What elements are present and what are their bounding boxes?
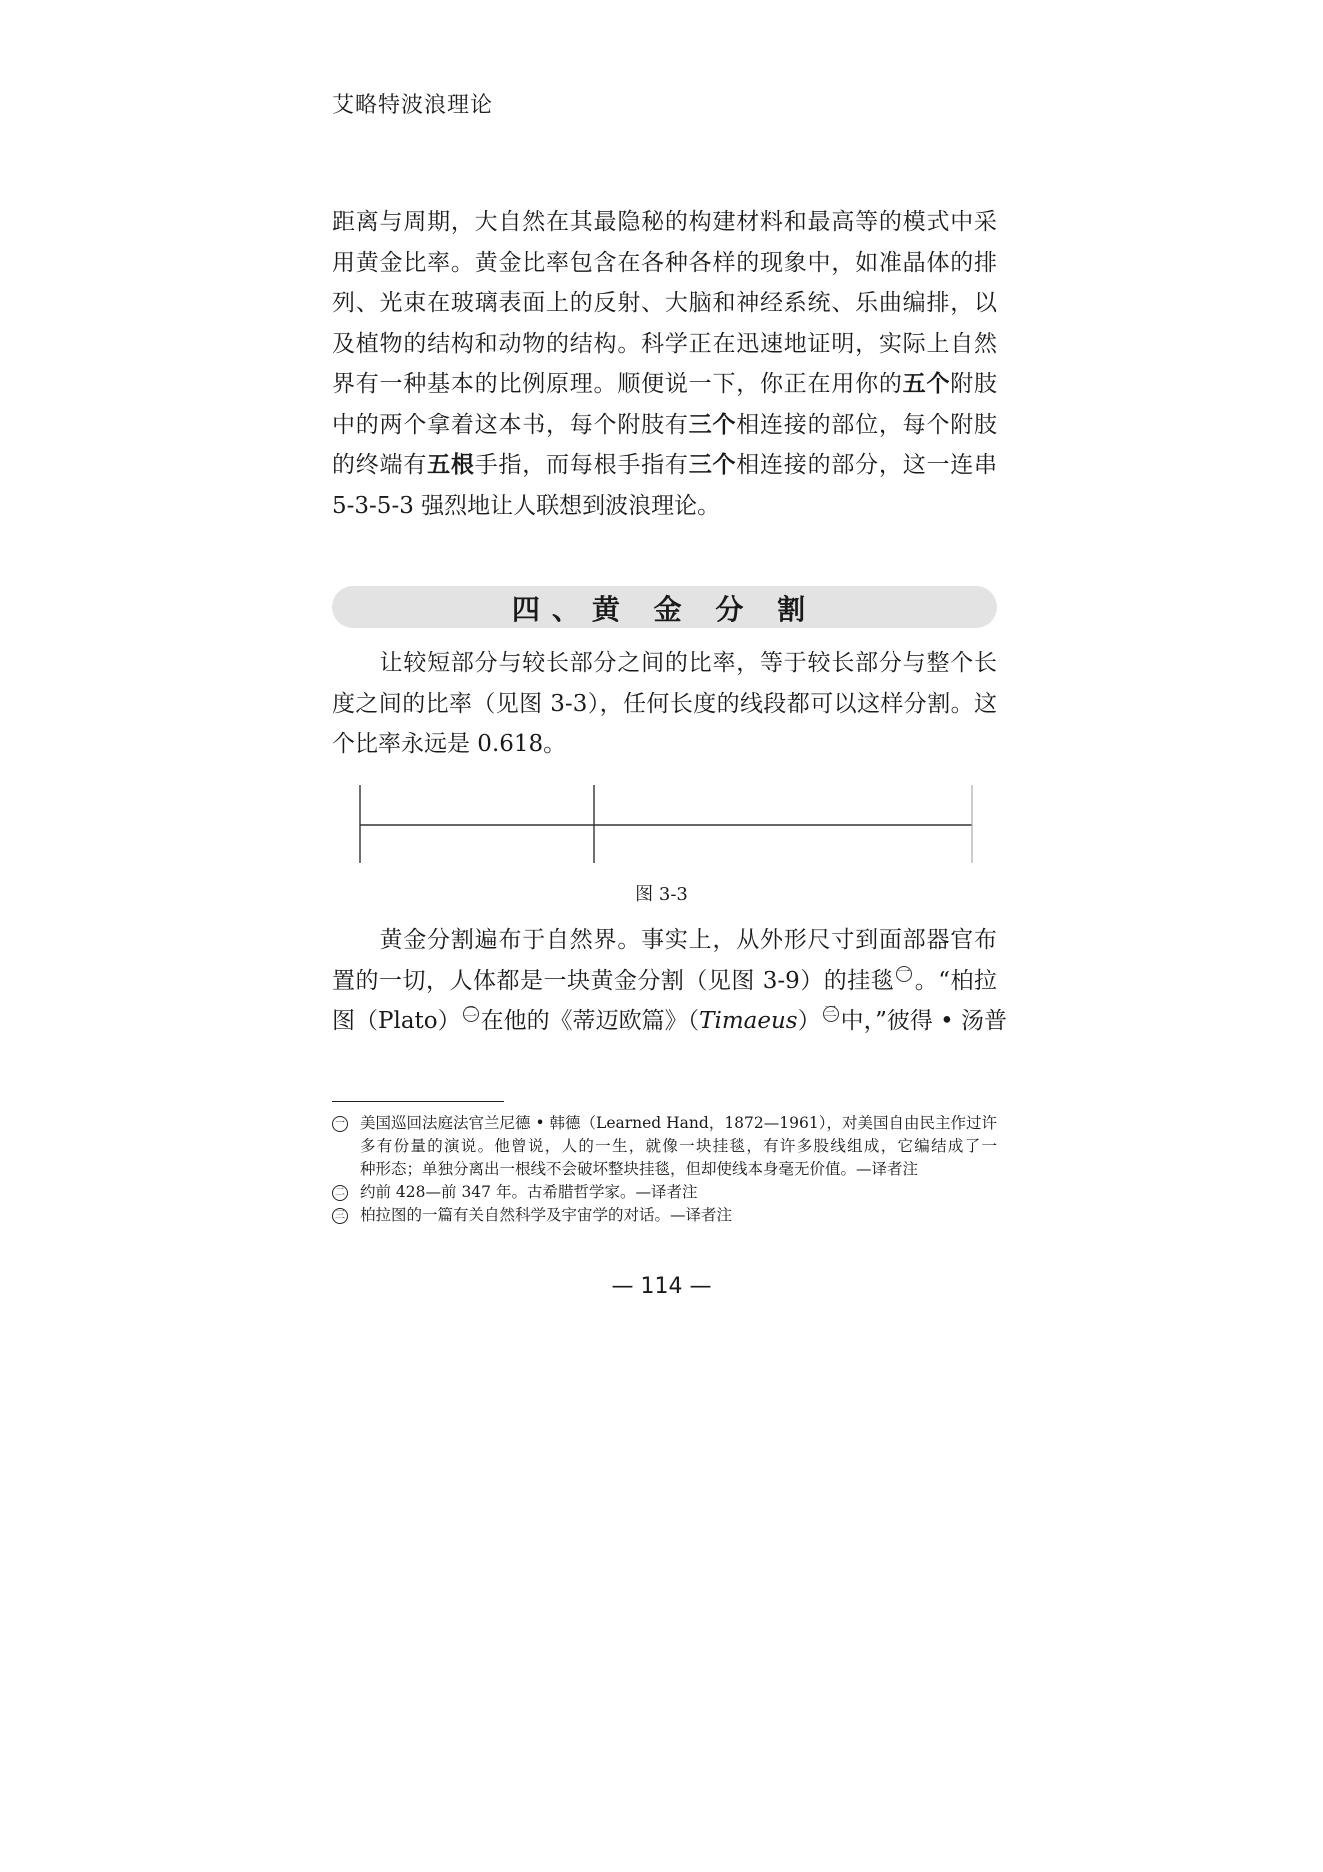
italic-title: Timaeus — [699, 1008, 798, 1034]
text-run: 手指，而每根手指有 — [474, 452, 689, 478]
footnote-ref-1[interactable]: 一 — [897, 964, 911, 980]
text-line: 个比率永远是 0.618。 — [332, 731, 567, 757]
emphasis-five: 五个 — [902, 371, 951, 397]
text-line — [332, 405, 997, 446]
text-line: 用黄金比率。黄金比率包含在各种各样的现象中，如准晶体的排 — [332, 249, 997, 276]
footnote-line: 多有份量的演说。他曾说，人的一生，就像一块挂毯，有许多股线组成，它编结成了一 — [360, 1137, 997, 1155]
footnote-ref-3[interactable]: 三 — [823, 1005, 837, 1020]
text-line: 黄金分割遍布于自然界。事实上，从外形尺寸到面部器官布 — [332, 927, 997, 953]
text-line: 让较短部分与较长部分之间的比率，等于较长部分与整个长 — [332, 650, 997, 676]
footnote-1 — [332, 1112, 997, 1181]
footnote-mark: 二 — [332, 1185, 348, 1201]
text-run: 中的两个拿着这本书，每个附肢有 — [332, 411, 689, 438]
text-run: 置的一切，人体都是一块黄金分割（见图 3-9）的挂毯 — [332, 967, 895, 994]
text-run: 相连接的部位，每个附肢 — [736, 411, 998, 438]
text-run: 的终端有 — [332, 452, 428, 478]
text-line — [332, 364, 997, 405]
text-line: 距离与周期，大自然在其最隐秘的构建材料和最高等的模式中采 — [332, 209, 997, 235]
emphasis-three: 三个 — [688, 411, 737, 438]
text-line: 及植物的结构和动物的结构。科学正在迅速地证明，实际上自然 — [332, 330, 997, 357]
emphasis-three: 三个 — [688, 452, 737, 478]
section-heading-bar — [332, 586, 997, 628]
text-run: 中，”彼得 • 汤普 — [840, 1008, 1008, 1034]
text-run: 界有一种基本的比例原理。顺便说一下，你正在用你的 — [332, 371, 903, 397]
footnotes — [332, 1112, 997, 1227]
footnote-rule — [332, 1101, 504, 1102]
body-paragraph-2 — [332, 643, 997, 765]
page-number: — 114 — — [611, 1274, 712, 1299]
text-run: ） — [797, 1008, 821, 1034]
footnote-ref-2[interactable]: 二 — [463, 1005, 477, 1020]
text-line: 度之间的比率（见图 3-3），任何长度的线段都可以这样分割。这 — [332, 690, 997, 717]
footnote-line: 美国巡回法庭法官兰尼德 • 韩德（Learned Hand，1872—1961），对美国自由民主作过许 — [360, 1114, 997, 1132]
text-line — [332, 1001, 1008, 1042]
text-line: 5-3-5-3 强烈地让人联想到波浪理论。 — [332, 492, 721, 519]
running-head: 艾略特波浪理论 — [332, 93, 494, 118]
golden-section-figure — [332, 780, 997, 870]
footnote-line: 种形态；单独分离出一根线不会破坏整块挂毯，但却使线本身毫无价值。—译者注 — [360, 1160, 919, 1178]
footnote-2 — [332, 1181, 997, 1204]
text-line — [332, 445, 997, 486]
emphasis-five-fingers: 五根 — [427, 452, 475, 478]
text-run: 图（Plato） — [332, 1008, 461, 1034]
body-paragraph-1 — [332, 202, 997, 526]
body-paragraph-3 — [332, 920, 1008, 1042]
footnote-mark: 三 — [332, 1208, 348, 1224]
section-title: 四、黄 金 分 割 — [511, 593, 818, 626]
text-line: 列、光束在玻璃表面上的反射、大脑和神经系统、乐曲编排，以 — [332, 290, 997, 316]
text-run: 相连接的部分，这一连串 — [736, 452, 998, 478]
footnote-mark: 一 — [332, 1116, 348, 1132]
footnote-line: 约前 428—前 347 年。古希腊哲学家。—译者注 — [360, 1183, 698, 1201]
text-run: 附肢 — [950, 371, 998, 397]
text-run: 。“柏拉 — [914, 967, 997, 994]
footnote-3 — [332, 1204, 997, 1227]
text-run: 在他的《蒂迈欧篇》（ — [480, 1008, 700, 1034]
footnote-line: 柏拉图的一篇有关自然科学及宇宙学的对话。—译者注 — [360, 1206, 733, 1224]
figure-caption: 图 3-3 — [635, 884, 688, 905]
text-line — [332, 961, 997, 1002]
